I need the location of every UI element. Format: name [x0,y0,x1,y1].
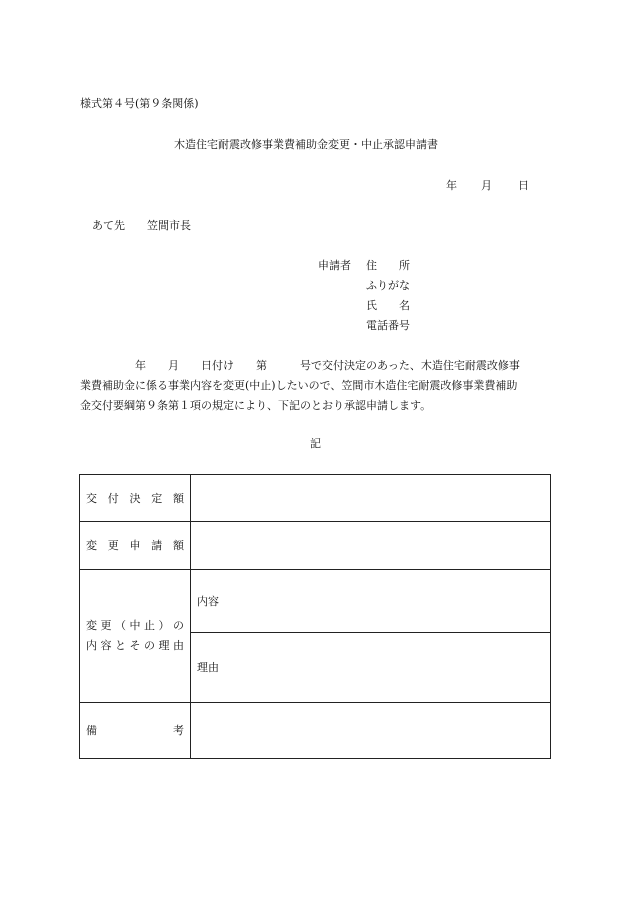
table-row [80,703,551,759]
applicant-label: 申請者 [318,259,351,272]
grant-decision-amount-field[interactable] [191,475,551,522]
table-row [80,570,551,703]
date-month: 月 [481,179,492,192]
applicant-furigana-label: ふりがな [366,279,410,292]
remarks-label: 備 考 [80,703,191,759]
table-row [80,475,551,522]
content-subcell[interactable] [191,570,550,632]
body-line: 年 月 日付け 第 号で交付決定のあった、木造住宅耐震改修事 [80,359,520,372]
grant-decision-amount-label: 交 付 決 定 額 [80,475,191,522]
body-line: 業費補助金に係る事業内容を変更(中止)したいので、笠間市木造住宅耐震改修事業費補助 [80,379,518,392]
addressee [92,220,191,231]
request-body [80,356,558,416]
application-table [79,474,551,759]
date-line [446,180,529,191]
applicant-name-label: 氏 名 [366,299,410,312]
addressee-prefix: あて先 [92,219,125,232]
remarks-field[interactable] [191,703,551,759]
form-number: 様式第４号(第９条関係) [80,97,199,110]
applicant-phone-label: 電話番号 [366,319,410,332]
reason-subcell[interactable] [191,632,550,702]
change-content-reason-cell [191,570,551,703]
body-line: 金交付要綱第９条第１項の規定により、下記のとおり承認申請します。 [80,399,432,412]
document-title: 木造住宅耐震改修事業費補助金変更・中止承認申請書 [174,138,438,151]
change-request-amount-label: 変 更 申 請 額 [80,522,191,570]
date-day: 日 [518,179,529,192]
change-request-amount-field[interactable] [191,522,551,570]
content-label: 内容 [197,594,219,608]
addressee-name: 笠間市長 [147,219,191,232]
reason-label: 理由 [197,661,219,674]
ki-heading: 記 [310,437,321,450]
applicant-address-label: 住 所 [366,259,410,272]
change-content-reason-label: 変 更 （ 中 止 ） の 内 容 と そ の 理 由 [80,570,191,703]
date-year: 年 [446,179,457,192]
table-row [80,522,551,570]
